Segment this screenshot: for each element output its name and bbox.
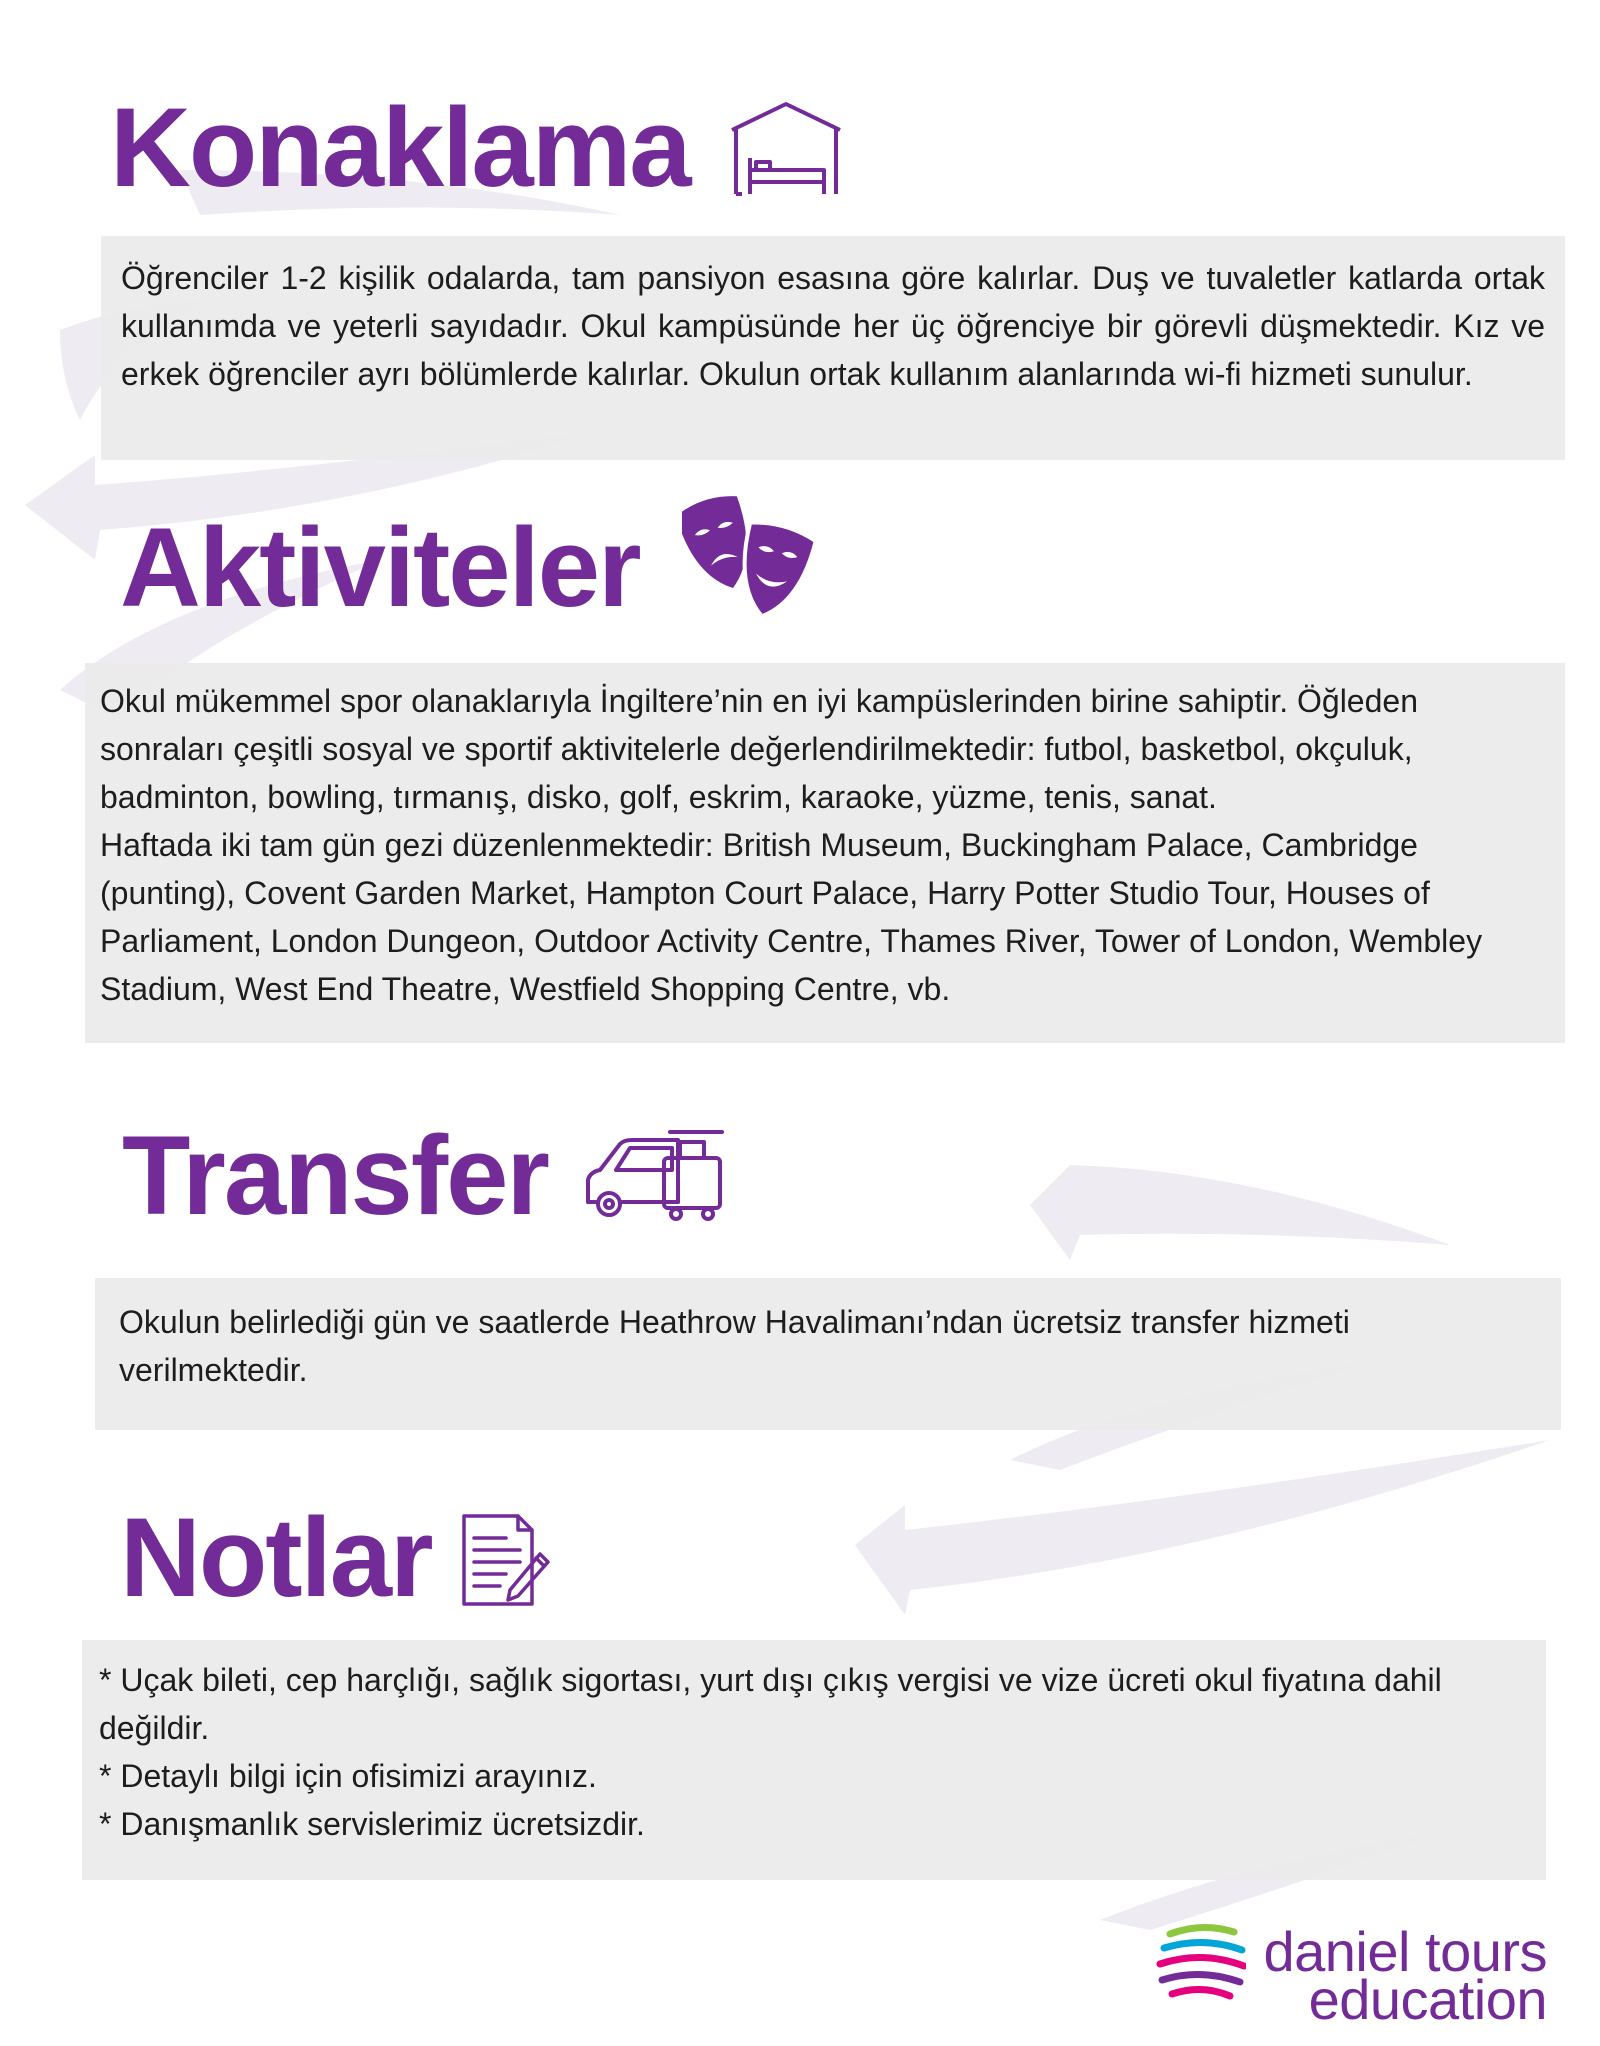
aktiviteler-paragraph-trips: Haftada iki tam gün gezi düzenlenmektedir: British Museum, Buckingham Palace, Cambridge (punting), Covent Garden Market, Hampton Court Palace, Harry Potter Studio Tour, Houses of Parliament, London Dungeon, Outdoor Activity Centre, Thames River, Tower of London, Wembley Stadium, West End Theatre, Westfield Shopping Centre, vb. xyxy=(100,827,1483,1007)
globe-swirl-logo-icon xyxy=(1156,1920,1246,2011)
transfer-paragraph: Okulun belirlediği gün ve saatlerde Heathrow Havalimanı’ndan ücretsiz transfer hizmeti verilmektedir. xyxy=(119,1304,1350,1388)
notlar-heading: Notlar xyxy=(120,1495,432,1620)
konaklama-text-box xyxy=(101,236,1565,460)
notlar-item: * Detaylı bilgi için ofisimizi arayınız. xyxy=(99,1758,597,1794)
konaklama-heading: Konaklama xyxy=(110,85,690,210)
notlar-item: * Uçak bileti, cep harçlığı, sağlık sigortası, yurt dışı çıkış vergisi ve vize ücreti okul fiyatına dahil değildir. xyxy=(99,1662,1442,1746)
car-luggage-icon xyxy=(582,1128,726,1227)
aktiviteler-text-box xyxy=(85,663,1565,1043)
theater-masks-icon xyxy=(682,490,818,633)
aktiviteler-heading: Aktiviteler xyxy=(120,505,640,630)
aktiviteler-paragraph-sports: Okul mükemmel spor olanaklarıyla İngiltere’nin en iyi kampüslerinden birine sahiptir. Öğleden sonraları çeşitli sosyal ve sportif aktivitelerle değerlendirilmektedir: futbol, basketbol, okçuluk, badminton, bowling, tırmanış, disko, golf, eskrim, karaoke, yüzme, tenis, sanat. xyxy=(100,683,1418,815)
house-bed-icon xyxy=(728,100,844,201)
notlar-item: * Danışmanlık servislerimiz ücretsizdir. xyxy=(99,1806,645,1842)
logo-text xyxy=(1263,1920,1547,2031)
transfer-text-box xyxy=(95,1278,1561,1430)
logo-line-1: daniel tours xyxy=(1263,1920,1547,1983)
konaklama-paragraph: Öğrenciler 1-2 kişilik odalarda, tam pansiyon esasına göre kalırlar. Duş ve tuvaletler katlarda ortak kullanımda ve yeterli sayıdadır. Okul kampüsünde her üç öğrenciye bir görevli düşmektedir. Kız ve erkek öğrenciler ayrı bölümlerde kalırlar. Okulun ortak kullanım alanlarında wi-fi hizmeti sunulur. xyxy=(121,260,1545,392)
document-pen-icon xyxy=(460,1512,552,1613)
logo-line-2: education xyxy=(1308,1968,1547,2031)
notlar-text-box xyxy=(82,1640,1546,1880)
transfer-heading: Transfer xyxy=(122,1113,548,1238)
